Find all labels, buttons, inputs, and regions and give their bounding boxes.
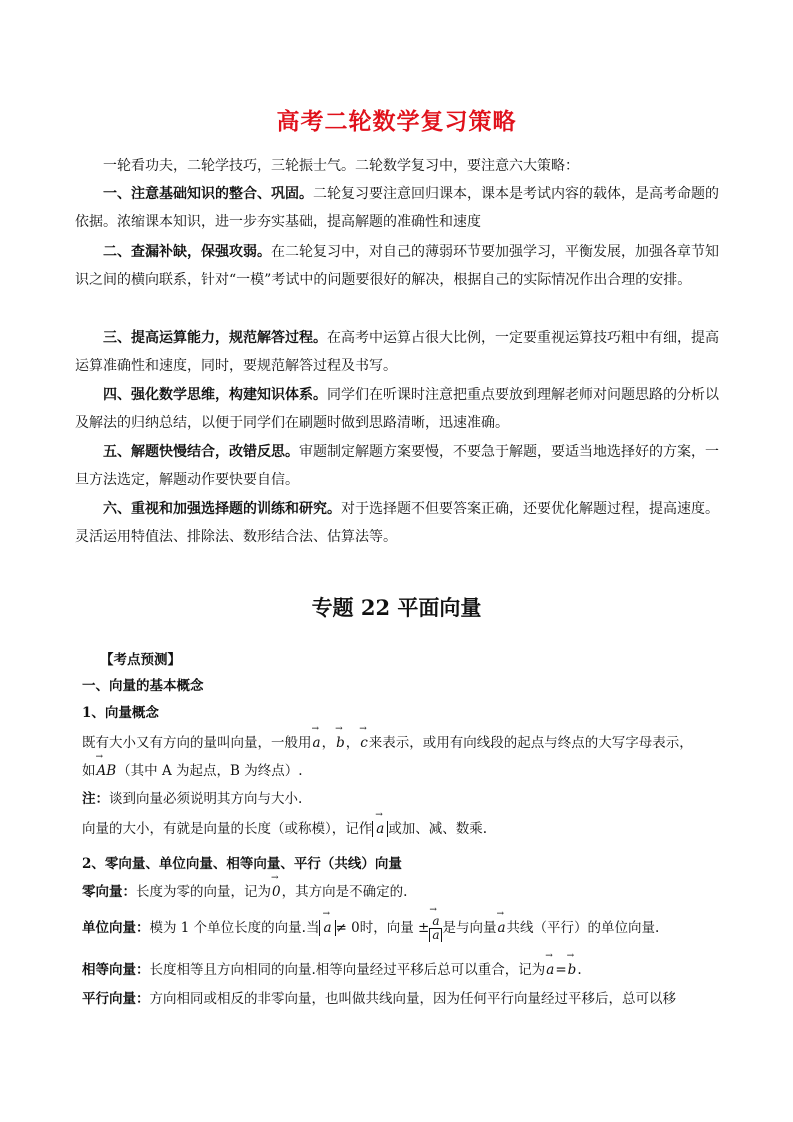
unit-vector-line: 单位向量：模为 1 个单位长度的向量.当→ a ≠ 0时，向量 ± → $\frac{a}{a}$ 是与向量→ a共线（平行）的单位向量. (82, 915, 727, 942)
strategy-heading: 六、重视和加强选择题的训练和研究。 (103, 501, 341, 517)
strategy-body: 同学们在听课时注意把重点要放到理解老师对问题思路的分析以及解法的归纳总结，以便于同学们在刷题时做到思路清晰，迅速准确。 (75, 387, 719, 431)
strategy-body: 在二轮复习中，对自己的薄弱环节要加强学习，平衡发展，加强各章节知识之间的横向联系，针对“一模”考试中的问题要很好的解决，根据自己的实际情况作出合理的安排。 (75, 244, 719, 288)
concept-line-2: 如→ AB（其中 A 为起点，B 为终点）. (82, 759, 727, 779)
strategy-body: 二轮复习要注意回归课本，课本是考试内容的载体，是高考命题的依据。浓缩课本知识，进一步夯实基础，提高解题的准确性和速度 (75, 186, 719, 230)
concept-line: 既有大小又有方向的量叫向量，一般用→ a，→ b，→ c来表示，或用有向线段的起点与终点的大写字母表示， (82, 731, 727, 751)
note-line: 注：谈到向量必须说明其方向与大小. (82, 791, 303, 807)
vector-ab: → AB (96, 763, 118, 779)
vector-b: → b (335, 735, 346, 751)
vector-a: → a (312, 735, 322, 751)
intro-paragraph: 一轮看功夫，二轮学技巧，三轮振士气。二轮数学复习中，要注意六大策略： (103, 158, 579, 174)
strategy-heading: 四、强化数学思维，构建知识体系。 (103, 387, 327, 403)
strategy-2 (75, 238, 720, 294)
strategy-6 (75, 495, 720, 551)
page-title: 高考二轮数学复习策略 (276, 109, 517, 135)
strategy-body: 在高考中运算占很大比例，一定要重视运算技巧粗中有细，提高运算准确性和速度，同时，要规范解答过程及书写。 (75, 330, 719, 374)
strategy-1 (75, 180, 720, 236)
strategy-body: 审题制定解题方案要慢，不要急于解题，要适当地选择好的方案，一旦方法选定，解题动作要快要自信。 (75, 444, 719, 488)
strategy-heading: 三、提高运算能力，规范解答过程。 (103, 330, 327, 346)
zero-vector-line: 零向量：长度为零的向量，记为→ 0，其方向是不确定的. (82, 880, 727, 900)
section-heading: 一、向量的基本概念 (82, 678, 204, 694)
equal-vector-line: 相等向量：长度相等且方向相同的向量.相等向量经过平移后总可以重合，记为→ a=→ b. (82, 958, 727, 978)
strategy-heading: 五、解题快慢结合，改错反思。 (103, 444, 299, 460)
parallel-vector-line: 平行向量：方向相同或相反的非零向量，也叫做共线向量，因为任何平行向量经过平移后，总可以移 (82, 991, 676, 1007)
strategy-body: 对于选择题不但要答案正确，还要优化解题过程，提高速度。灵活运用特值法、排除法、数形结合法、估算法等。 (75, 501, 719, 545)
strategy-4 (75, 381, 720, 437)
strategy-heading: 一、注意基础知识的整合、巩固。 (103, 186, 313, 202)
strategy-3 (75, 324, 720, 380)
zero-vector: → 0 (271, 884, 282, 900)
section-tag: 【考点预测】 (100, 652, 181, 668)
sub-heading: 1、向量概念 (82, 705, 159, 721)
unit-fraction: → $\frac{a}{a}$ (429, 915, 442, 942)
vector-magnitude: → a (372, 821, 388, 837)
sub-heading-2: 2、零向量、单位向量、相等向量、平行（共线）向量 (82, 856, 402, 872)
vector-c: → c (359, 735, 369, 751)
topic-title: 专题 22 平面向量 (311, 595, 482, 620)
magnitude-line: 向量的大小，有就是向量的长度（或称模），记作→ a 或加、减、数乘. (82, 817, 727, 837)
strategy-5 (75, 438, 720, 494)
strategy-heading: 二、查漏补缺，保强攻弱。 (103, 244, 271, 260)
